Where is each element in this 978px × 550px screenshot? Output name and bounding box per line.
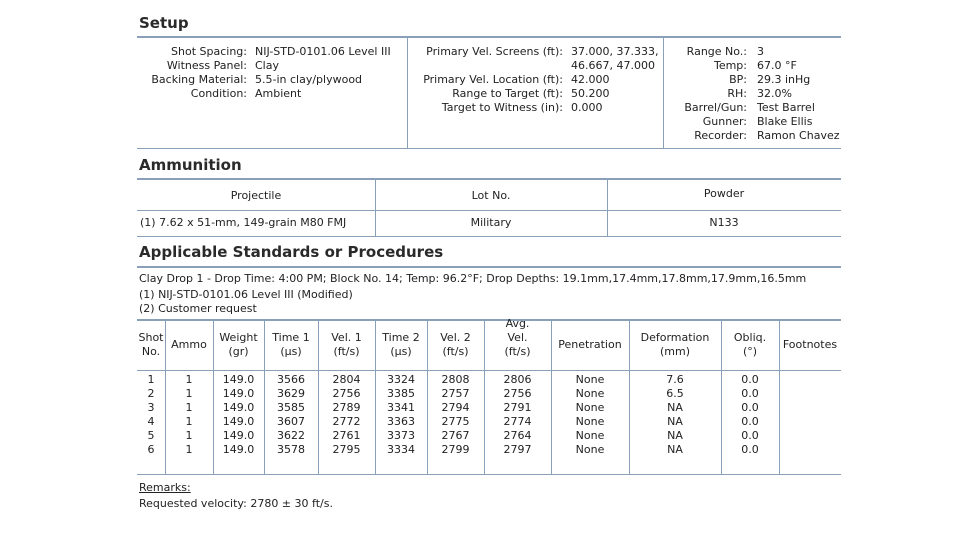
shots-header-text: Ammo — [171, 338, 207, 351]
condition-label: Condition: — [190, 87, 247, 100]
shots-cell-avg-vel: 2764 — [503, 429, 532, 442]
shots-header-text: Vel. 2 — [440, 331, 471, 344]
range-to-target-label: Range to Target (ft): — [452, 87, 563, 100]
ammunition-heading: Ammunition — [139, 156, 242, 174]
condition-value: Ambient — [255, 87, 302, 100]
shots-header-shot-no — [137, 331, 165, 359]
shots-cell-deformation: NA — [667, 443, 683, 456]
shots-header-ammo — [165, 338, 213, 352]
shots-cell-time-2: 3334 — [387, 443, 415, 456]
shots-cell-footnotes — [779, 415, 841, 429]
standards-heading: Applicable Standards or Procedures — [139, 243, 444, 261]
shots-cell-avg-vel: 2774 — [503, 415, 532, 428]
shots-header-text: Vel. — [507, 331, 528, 344]
shots-column-time-2 — [375, 373, 427, 457]
ammo-top-rule — [137, 178, 841, 180]
shots-cell-vel-2: 2757 — [441, 387, 470, 400]
shots-cell-avg-vel: 2791 — [503, 401, 532, 414]
shots-header-text: (gr) — [228, 345, 249, 358]
shots-cell-time-2: 3363 — [387, 415, 415, 428]
shots-cell-ammo: 1 — [185, 443, 193, 456]
shots-header-text: (µs) — [390, 345, 412, 358]
shots-cell-deformation: NA — [667, 415, 683, 428]
shots-cell-weight: 149.0 — [222, 387, 255, 400]
rh-value: 32.0% — [757, 87, 792, 100]
shots-cell-obliquity: 0.0 — [741, 387, 759, 400]
shots-cell-penetration: None — [575, 415, 605, 428]
standard-line-2: (2) Customer request — [139, 302, 257, 315]
shots-cell-obliquity: 0.0 — [741, 373, 759, 386]
shot-spacing-label: Shot Spacing: — [171, 45, 247, 58]
shots-cell-obliquity: 0.0 — [741, 401, 759, 414]
shots-cell-penetration: None — [575, 373, 605, 386]
shots-header-time-2 — [375, 331, 427, 359]
ammo-bottom-rule — [137, 236, 841, 237]
shots-cell-obliquity: 0.0 — [741, 443, 759, 456]
shots-cell-shot-no: 5 — [147, 429, 155, 442]
shots-header-text: Weight — [219, 331, 258, 344]
shots-cell-weight: 149.0 — [222, 429, 255, 442]
shots-cell-footnotes — [779, 429, 841, 443]
shots-column-shot-no — [137, 373, 165, 457]
shots-column-vel-2 — [427, 373, 484, 457]
shots-header-text: Shot — [138, 331, 164, 344]
shots-cell-time-2: 3324 — [387, 373, 415, 386]
shots-cell-ammo: 1 — [185, 373, 193, 386]
shots-header-text: (ft/s) — [442, 345, 469, 358]
shots-column-deformation — [629, 373, 721, 457]
shots-cell-time-1: 3607 — [277, 415, 305, 428]
shots-header-vel-2 — [427, 331, 484, 359]
shots-header-text: Avg. — [505, 317, 530, 330]
shot-spacing-value: NIJ-STD-0101.06 Level III — [255, 45, 391, 58]
setup-top-rule — [137, 36, 841, 38]
rh-label: RH: — [727, 87, 747, 100]
target-to-witness-label: Target to Witness (in): — [441, 101, 563, 114]
shots-cell-time-2: 3341 — [387, 401, 415, 414]
shots-cell-vel-1: 2761 — [332, 429, 361, 442]
shots-cell-time-2: 3385 — [387, 387, 415, 400]
shots-header-text: Footnotes — [782, 338, 838, 351]
vel-screens-value: 37.000, 37.333, — [571, 45, 659, 58]
shots-header-text: (ft/s) — [333, 345, 360, 358]
shots-header-time-1 — [264, 331, 318, 359]
shots-header-text: Vel. 1 — [331, 331, 362, 344]
vel-location-label: Primary Vel. Location (ft): — [423, 73, 563, 86]
shots-column-obliquity — [721, 373, 779, 457]
vel-screens-value-2: 46.667, 47.000 — [571, 59, 655, 72]
ammo-lot-value: Military — [470, 216, 512, 229]
shots-header-text: Time 2 — [382, 331, 420, 344]
shots-column-time-1 — [264, 373, 318, 457]
shots-header-text: Obliq. — [733, 331, 767, 344]
shots-cell-vel-1: 2789 — [332, 401, 361, 414]
backing-material-label: Backing Material: — [151, 73, 247, 86]
witness-panel-label: Witness Panel: — [166, 59, 247, 72]
ammo-projectile-value: (1) 7.62 x 51-mm, 149-grain M80 FMJ — [140, 216, 347, 229]
shots-cell-avg-vel: 2756 — [503, 387, 532, 400]
shots-cell-weight: 149.0 — [222, 373, 255, 386]
shots-header-text: (µs) — [280, 345, 302, 358]
shots-column-footnotes — [779, 373, 841, 457]
barrel-gun-label: Barrel/Gun: — [684, 101, 747, 114]
shots-cell-vel-2: 2799 — [441, 443, 470, 456]
shots-header-text: Time 1 — [272, 331, 310, 344]
range-no-value: 3 — [757, 45, 764, 58]
shots-header-penetration — [551, 338, 629, 352]
setup-divider-1 — [407, 38, 408, 148]
shots-header-text: (°) — [742, 345, 758, 358]
bp-label: BP: — [729, 73, 747, 86]
backing-material-value: 5.5-in clay/plywood — [255, 73, 363, 86]
shots-column-avg-vel — [484, 373, 551, 457]
shots-cell-weight: 149.0 — [222, 415, 255, 428]
shots-cell-penetration: None — [575, 401, 605, 414]
shots-cell-footnotes — [779, 401, 841, 415]
barrel-gun-value: Test Barrel — [757, 101, 815, 114]
vel-location-value: 42.000 — [571, 73, 610, 86]
shots-header-obliquity — [721, 331, 779, 359]
shots-cell-vel-2: 2775 — [441, 415, 470, 428]
setup-heading: Setup — [139, 14, 189, 32]
ammo-header-projectile: Projectile — [230, 189, 282, 202]
shots-cell-weight: 149.0 — [222, 443, 255, 456]
shots-cell-ammo: 1 — [185, 401, 193, 414]
shots-cell-deformation: NA — [667, 401, 683, 414]
shots-header-vel-1 — [318, 331, 375, 359]
shots-cell-vel-1: 2804 — [332, 373, 361, 386]
shots-cell-time-1: 3578 — [277, 443, 305, 456]
recorder-label: Recorder: — [694, 129, 747, 142]
shots-cell-shot-no: 4 — [147, 415, 155, 428]
remarks-heading: Remarks: — [139, 481, 191, 494]
shots-column-penetration — [551, 373, 629, 457]
shots-cell-deformation: 7.6 — [666, 373, 684, 386]
shots-cell-time-2: 3373 — [387, 429, 415, 442]
shots-header-rule — [137, 370, 841, 371]
shots-cell-avg-vel: 2797 — [503, 443, 532, 456]
shots-header-text: (ft/s) — [504, 345, 531, 358]
shots-cell-vel-1: 2795 — [332, 443, 361, 456]
shots-cell-shot-no: 3 — [147, 401, 155, 414]
shots-cell-time-1: 3585 — [277, 401, 305, 414]
standard-line-1: (1) NIJ-STD-0101.06 Level III (Modified) — [139, 288, 353, 301]
shots-column-weight — [213, 373, 264, 457]
shots-cell-avg-vel: 2806 — [503, 373, 532, 386]
shots-cell-vel-1: 2772 — [332, 415, 361, 428]
shots-cell-footnotes — [779, 443, 841, 457]
vel-screens-label: Primary Vel. Screens (ft): — [426, 45, 563, 58]
shots-cell-footnotes — [779, 373, 841, 387]
ammo-header-lot: Lot No. — [471, 189, 511, 202]
shots-cell-penetration: None — [575, 387, 605, 400]
test-report-page — [137, 0, 841, 550]
shots-cell-time-1: 3629 — [277, 387, 305, 400]
shots-cell-time-1: 3566 — [277, 373, 305, 386]
shots-cell-shot-no: 2 — [147, 387, 155, 400]
shots-bottom-rule — [137, 474, 841, 475]
standards-rule — [137, 266, 841, 268]
shots-cell-vel-2: 2794 — [441, 401, 470, 414]
shots-cell-time-1: 3622 — [277, 429, 305, 442]
shots-cell-deformation: 6.5 — [666, 387, 684, 400]
range-to-target-value: 50.200 — [571, 87, 610, 100]
shots-cell-shot-no: 6 — [147, 443, 155, 456]
ammo-powder-value: N133 — [709, 216, 739, 229]
shots-cell-footnotes — [779, 387, 841, 401]
shots-cell-ammo: 1 — [185, 415, 193, 428]
shots-cell-penetration: None — [575, 429, 605, 442]
shots-header-footnotes — [779, 338, 841, 352]
shots-column-ammo — [165, 373, 213, 457]
shots-header-text: (mm) — [659, 345, 690, 358]
ammo-header-powder: Powder — [703, 187, 745, 200]
shots-header-deformation — [629, 331, 721, 359]
shots-cell-vel-2: 2808 — [441, 373, 470, 386]
ammo-header-rule — [137, 210, 841, 211]
range-no-label: Range No.: — [686, 45, 747, 58]
shots-cell-vel-2: 2767 — [441, 429, 470, 442]
shots-cell-penetration: None — [575, 443, 605, 456]
shots-cell-obliquity: 0.0 — [741, 415, 759, 428]
shots-header-text: Penetration — [558, 338, 622, 351]
gunner-value: Blake Ellis — [757, 115, 813, 128]
clay-drop-line: Clay Drop 1 - Drop Time: 4:00 PM; Block No. 14; Temp: 96.2°F; Drop Depths: 19.1mm,17.4mm,17.8mm,17.9mm,16.5mm — [139, 272, 807, 285]
shots-header-text: Deformation — [640, 331, 710, 344]
temp-label: Temp: — [713, 59, 747, 72]
witness-panel-value: Clay — [255, 59, 279, 72]
remarks-text: Requested velocity: 2780 ± 30 ft/s. — [139, 497, 333, 510]
shots-cell-ammo: 1 — [185, 387, 193, 400]
setup-divider-2 — [663, 38, 664, 148]
shots-header-avg-vel — [484, 317, 551, 359]
shots-cell-vel-1: 2756 — [332, 387, 361, 400]
target-to-witness-value: 0.000 — [571, 101, 603, 114]
shots-cell-shot-no: 1 — [147, 373, 155, 386]
recorder-value: Ramon Chavez — [757, 129, 840, 142]
shots-cell-ammo: 1 — [185, 429, 193, 442]
shots-column-vel-1 — [318, 373, 375, 457]
shots-header-text: No. — [141, 345, 161, 358]
bp-value: 29.3 inHg — [757, 73, 811, 86]
shots-cell-obliquity: 0.0 — [741, 429, 759, 442]
setup-bottom-rule — [137, 148, 841, 149]
gunner-label: Gunner: — [702, 115, 747, 128]
shots-cell-deformation: NA — [667, 429, 683, 442]
shots-header-weight — [213, 331, 264, 359]
temp-value: 67.0 °F — [757, 59, 797, 72]
shots-cell-weight: 149.0 — [222, 401, 255, 414]
